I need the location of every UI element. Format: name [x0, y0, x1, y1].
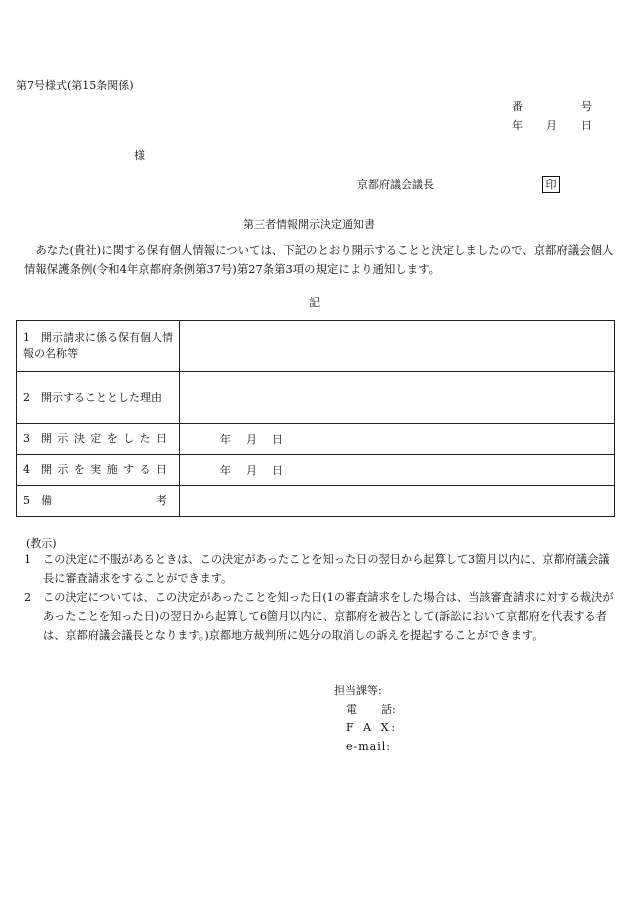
table-row: [17, 372, 615, 424]
row-number: 3: [23, 432, 30, 445]
date-day-label: 日: [581, 119, 592, 132]
seal-mark: 印: [542, 176, 560, 193]
document-title: 第三者情報開示決定通知書: [243, 218, 375, 231]
date-year-label: 年: [512, 119, 523, 132]
value-year: 年: [220, 464, 231, 477]
contact-fax: F A X:: [346, 721, 399, 734]
row-value-cell[interactable]: [180, 372, 615, 424]
notice-heading: (教示): [26, 537, 57, 550]
row-value-cell[interactable]: [180, 455, 615, 486]
row-label-char: を: [73, 463, 85, 476]
form-label: 第7号様式(第15条関係): [16, 79, 134, 92]
row-number: 4: [23, 463, 30, 476]
contact-phone-b: 話:: [381, 703, 396, 716]
notice-item: [24, 550, 618, 588]
value-year: 年: [220, 433, 231, 446]
row-label: 開示することとした理由: [41, 390, 162, 404]
table-row: [17, 321, 615, 372]
notice-item-number: 1: [24, 553, 32, 566]
contact-email: e-mail:: [346, 740, 391, 753]
notice-item: [24, 588, 618, 645]
row-label-cell: [17, 372, 180, 424]
row-label-cell: [17, 321, 180, 372]
date-month-label: 月: [546, 119, 557, 132]
ki-heading: 記: [309, 296, 320, 309]
notice-item-text: この決定に不服があるときは、この決定があったことを知った日の翌日から起算して3箇月以内に、京都府議会議長に審査請求をすることができます。: [43, 553, 610, 585]
notice-item-number: 2: [24, 591, 32, 604]
row-label-cell: [17, 486, 180, 517]
row-label-char: し: [123, 432, 135, 445]
table-row: [17, 455, 615, 486]
row-label: [41, 462, 167, 478]
recipient-honorific: 様: [134, 149, 145, 162]
row-value-cell[interactable]: [180, 424, 615, 455]
row-value-cell[interactable]: [180, 486, 615, 517]
row-label: 開示請求に係る保有個人情報の名称等: [23, 331, 173, 360]
row-label-char: 日: [155, 463, 167, 476]
sender-name: 京都府議会議長: [357, 178, 434, 191]
row-label-char: る: [139, 463, 151, 476]
row-label-char: た: [139, 432, 151, 445]
contact-section-label: 担当課等:: [334, 684, 382, 697]
row-label-char: を: [106, 432, 118, 445]
row-label-char: 定: [90, 432, 102, 445]
row-number: 2: [23, 390, 30, 404]
row-label-char: 示: [57, 432, 69, 445]
value-month: 月: [246, 433, 257, 446]
row-number: 1: [23, 331, 30, 344]
body-paragraph: あなた(貴社)に関する保有個人情報については、下記のとおり開示することと決定しましたので、京都府議会個人情報保護条例(令和4年京都府条例第37号)第27条第3項の規定により通知します。: [24, 243, 614, 276]
number-label: 番: [512, 100, 523, 113]
row-label-part: 考: [156, 494, 167, 507]
table-row: [17, 486, 615, 517]
value-day: 日: [272, 433, 283, 446]
value-month: 月: [246, 464, 257, 477]
row-label: [41, 431, 167, 447]
row-label-char: 開: [41, 432, 52, 445]
row-label-char: 示: [57, 463, 69, 476]
contact-phone-a: 電: [346, 703, 357, 716]
row-number: 5: [23, 494, 30, 507]
notice-item-text: この決定については、この決定があったことを知った日(1の審査請求をした場合は、当該審査請求に対する裁決があったことを知った日)の翌日から起算して6箇月以内に、京都府を被告として(訴訟において京都府を代表する者は、京都府議会議長となります。)京都地方裁判所に処分の取消しの訴えを提起することができます。: [43, 591, 614, 642]
row-label-char: 施: [106, 463, 118, 476]
row-label-cell: [17, 424, 180, 455]
row-label-char: 開: [41, 463, 52, 476]
value-day: 日: [272, 464, 283, 477]
row-label-char: 決: [73, 432, 85, 445]
row-label-char: 日: [155, 432, 167, 445]
table-row: [17, 424, 615, 455]
number-suffix: 号: [581, 100, 592, 113]
row-label-part: 備: [41, 494, 52, 507]
row-label-char: 実: [90, 463, 102, 476]
info-table: [16, 320, 615, 517]
row-label-cell: [17, 455, 180, 486]
row-label: [41, 493, 167, 509]
row-value-cell[interactable]: [180, 321, 615, 372]
row-label-char: す: [123, 463, 135, 476]
